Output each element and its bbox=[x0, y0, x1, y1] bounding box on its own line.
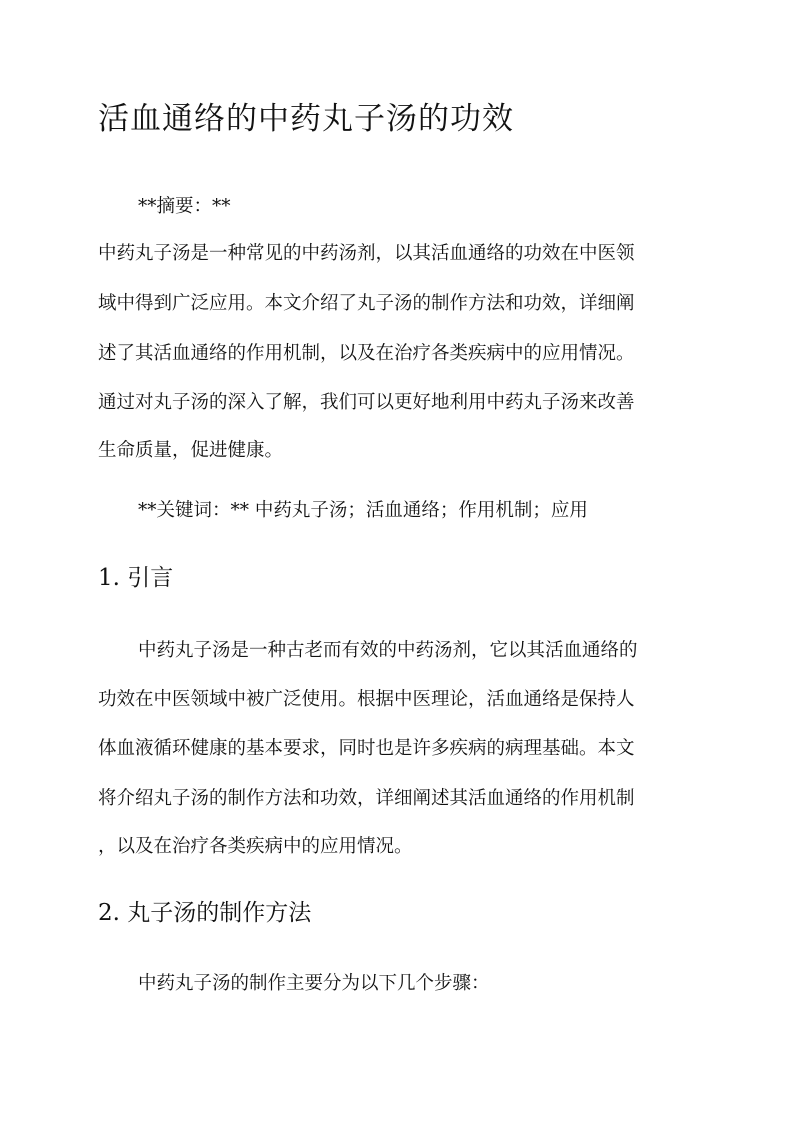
body-line: 中药丸子汤是一种古老而有效的中药汤剂，它以其活血通络的 bbox=[138, 640, 638, 661]
keywords-line: **关键词：** 中药丸子汤；活血通络；作用机制；应用 bbox=[138, 500, 588, 521]
document-title: 活血通络的中药丸子汤的功效 bbox=[98, 101, 514, 137]
abstract-line: 域中得到广泛应用。本文介绍了丸子汤的制作方法和功效，详细阐 bbox=[98, 293, 635, 314]
body-line: 体血液循环健康的基本要求，同时也是许多疾病的病理基础。本文 bbox=[98, 738, 635, 759]
body-line: 中药丸子汤的制作主要分为以下几个步骤： bbox=[138, 973, 490, 994]
abstract-line: 中药丸子汤是一种常见的中药汤剂，以其活血通络的功效在中医领 bbox=[98, 243, 635, 264]
abstract-line: 述了其活血通络的作用机制，以及在治疗各类疾病中的应用情况。 bbox=[98, 343, 635, 364]
abstract-line: 生命质量，促进健康。 bbox=[98, 440, 284, 461]
body-line: 功效在中医领域中被广泛使用。根据中医理论，活血通络是保持人 bbox=[98, 689, 635, 710]
body-line: 将介绍丸子汤的制作方法和功效，详细阐述其活血通络的作用机制 bbox=[98, 788, 635, 809]
section-heading-preparation: 2. 丸子汤的制作方法 bbox=[98, 900, 312, 926]
section-heading-introduction: 1. 引言 bbox=[98, 565, 174, 591]
body-line: ，以及在治疗各类疾病中的应用情况。 bbox=[98, 836, 413, 857]
abstract-line: 通过对丸子汤的深入了解，我们可以更好地利用中药丸子汤来改善 bbox=[98, 392, 635, 413]
abstract-label: **摘要：** bbox=[138, 196, 231, 217]
